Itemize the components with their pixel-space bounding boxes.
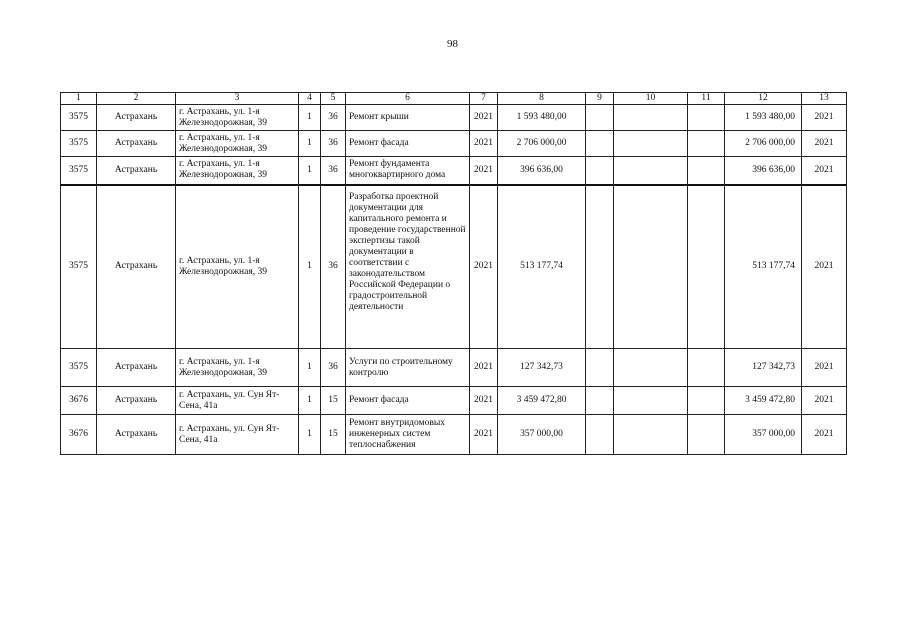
cell-col10 xyxy=(614,131,688,157)
cell-total: 1 593 480,00 xyxy=(725,105,802,131)
column-header: 1 xyxy=(61,93,97,105)
cell-total: 127 342,73 xyxy=(725,349,802,387)
cell-col9 xyxy=(586,131,614,157)
table-row xyxy=(61,387,847,415)
cell-col10 xyxy=(614,185,688,349)
cell-city: Астрахань xyxy=(97,185,176,349)
cell-col9 xyxy=(586,415,614,455)
register-table xyxy=(60,92,847,455)
cell-col4: 1 xyxy=(299,185,321,349)
column-header: 12 xyxy=(725,93,802,105)
cell-id: 3676 xyxy=(61,415,97,455)
table-row xyxy=(61,105,847,131)
cell-address: г. Астрахань, ул. Сун Ят-Сена, 41а xyxy=(176,387,299,415)
column-header: 6 xyxy=(346,93,470,105)
cell-work-type: Ремонт внутридомовых инженерных систем теплоснабжения xyxy=(346,415,470,455)
table-row xyxy=(61,157,847,185)
cell-city: Астрахань xyxy=(97,105,176,131)
cell-amount: 357 000,00 xyxy=(498,415,586,455)
cell-total: 3 459 472,80 xyxy=(725,387,802,415)
cell-year: 2021 xyxy=(470,185,498,349)
cell-work-type: Разработка проектной документации для капитального ремонта и проведение государственной экспертизы такой документации в соответствии с законодательством Российской Федерации о градостроительной деятельности xyxy=(346,185,470,349)
cell-total: 513 177,74 xyxy=(725,185,802,349)
cell-id: 3575 xyxy=(61,157,97,185)
cell-city: Астрахань xyxy=(97,387,176,415)
cell-city: Астрахань xyxy=(97,415,176,455)
cell-work-type: Ремонт фасада xyxy=(346,387,470,415)
cell-amount: 1 593 480,00 xyxy=(498,105,586,131)
cell-year: 2021 xyxy=(470,349,498,387)
cell-address: г. Астрахань, ул. 1-я Железнодорожная, 39 xyxy=(176,131,299,157)
cell-end-year: 2021 xyxy=(802,105,847,131)
cell-amount: 2 706 000,00 xyxy=(498,131,586,157)
table-row xyxy=(61,415,847,455)
column-header: 8 xyxy=(498,93,586,105)
cell-year: 2021 xyxy=(470,157,498,185)
cell-amount: 3 459 472,80 xyxy=(498,387,586,415)
column-header: 13 xyxy=(802,93,847,105)
cell-id: 3575 xyxy=(61,105,97,131)
cell-col10 xyxy=(614,415,688,455)
cell-col5: 15 xyxy=(321,387,346,415)
cell-col4: 1 xyxy=(299,415,321,455)
cell-col4: 1 xyxy=(299,387,321,415)
cell-col10 xyxy=(614,105,688,131)
cell-col9 xyxy=(586,105,614,131)
cell-total: 396 636,00 xyxy=(725,157,802,185)
cell-end-year: 2021 xyxy=(802,157,847,185)
cell-col10 xyxy=(614,387,688,415)
cell-total: 357 000,00 xyxy=(725,415,802,455)
column-header: 3 xyxy=(176,93,299,105)
cell-col4: 1 xyxy=(299,157,321,185)
cell-end-year: 2021 xyxy=(802,415,847,455)
cell-col10 xyxy=(614,157,688,185)
cell-year: 2021 xyxy=(470,105,498,131)
cell-amount: 127 342,73 xyxy=(498,349,586,387)
cell-id: 3575 xyxy=(61,185,97,349)
cell-address: г. Астрахань, ул. Сун Ят-Сена, 41а xyxy=(176,415,299,455)
cell-col9 xyxy=(586,157,614,185)
cell-work-type: Ремонт крыши xyxy=(346,105,470,131)
cell-col5: 36 xyxy=(321,185,346,349)
column-header: 2 xyxy=(97,93,176,105)
cell-id: 3676 xyxy=(61,387,97,415)
cell-address: г. Астрахань, ул. 1-я Железнодорожная, 39 xyxy=(176,349,299,387)
cell-end-year: 2021 xyxy=(802,131,847,157)
cell-end-year: 2021 xyxy=(802,387,847,415)
column-header: 4 xyxy=(299,93,321,105)
cell-city: Астрахань xyxy=(97,131,176,157)
cell-year: 2021 xyxy=(470,415,498,455)
cell-work-type: Ремонт фасада xyxy=(346,131,470,157)
cell-id: 3575 xyxy=(61,131,97,157)
cell-col9 xyxy=(586,387,614,415)
cell-col11 xyxy=(688,185,725,349)
cell-city: Астрахань xyxy=(97,349,176,387)
table-row xyxy=(61,349,847,387)
cell-id: 3575 xyxy=(61,349,97,387)
cell-year: 2021 xyxy=(470,131,498,157)
cell-col11 xyxy=(688,349,725,387)
cell-address: г. Астрахань, ул. 1-я Железнодорожная, 39 xyxy=(176,105,299,131)
column-header: 7 xyxy=(470,93,498,105)
cell-col11 xyxy=(688,387,725,415)
table-row xyxy=(61,131,847,157)
cell-col11 xyxy=(688,105,725,131)
cell-col5: 36 xyxy=(321,157,346,185)
cell-amount: 396 636,00 xyxy=(498,157,586,185)
cell-col5: 15 xyxy=(321,415,346,455)
cell-address: г. Астрахань, ул. 1-я Железнодорожная, 39 xyxy=(176,185,299,349)
cell-work-type: Ремонт фундамента многоквартирного дома xyxy=(346,157,470,185)
cell-total: 2 706 000,00 xyxy=(725,131,802,157)
cell-amount: 513 177,74 xyxy=(498,185,586,349)
cell-end-year: 2021 xyxy=(802,349,847,387)
cell-year: 2021 xyxy=(470,387,498,415)
cell-col9 xyxy=(586,185,614,349)
column-header: 10 xyxy=(614,93,688,105)
cell-address: г. Астрахань, ул. 1-я Железнодорожная, 39 xyxy=(176,157,299,185)
cell-col11 xyxy=(688,415,725,455)
cell-col11 xyxy=(688,131,725,157)
column-header: 5 xyxy=(321,93,346,105)
cell-end-year: 2021 xyxy=(802,185,847,349)
column-number-row xyxy=(61,93,847,105)
page-number: 98 xyxy=(447,38,458,50)
column-header: 9 xyxy=(586,93,614,105)
cell-col4: 1 xyxy=(299,105,321,131)
cell-col5: 36 xyxy=(321,349,346,387)
cell-col4: 1 xyxy=(299,131,321,157)
cell-col9 xyxy=(586,349,614,387)
cell-col4: 1 xyxy=(299,349,321,387)
cell-col10 xyxy=(614,349,688,387)
cell-col11 xyxy=(688,157,725,185)
cell-work-type: Услуги по строительному контролю xyxy=(346,349,470,387)
cell-city: Астрахань xyxy=(97,157,176,185)
column-header: 11 xyxy=(688,93,725,105)
cell-col5: 36 xyxy=(321,131,346,157)
cell-col5: 36 xyxy=(321,105,346,131)
table-row xyxy=(61,185,847,349)
